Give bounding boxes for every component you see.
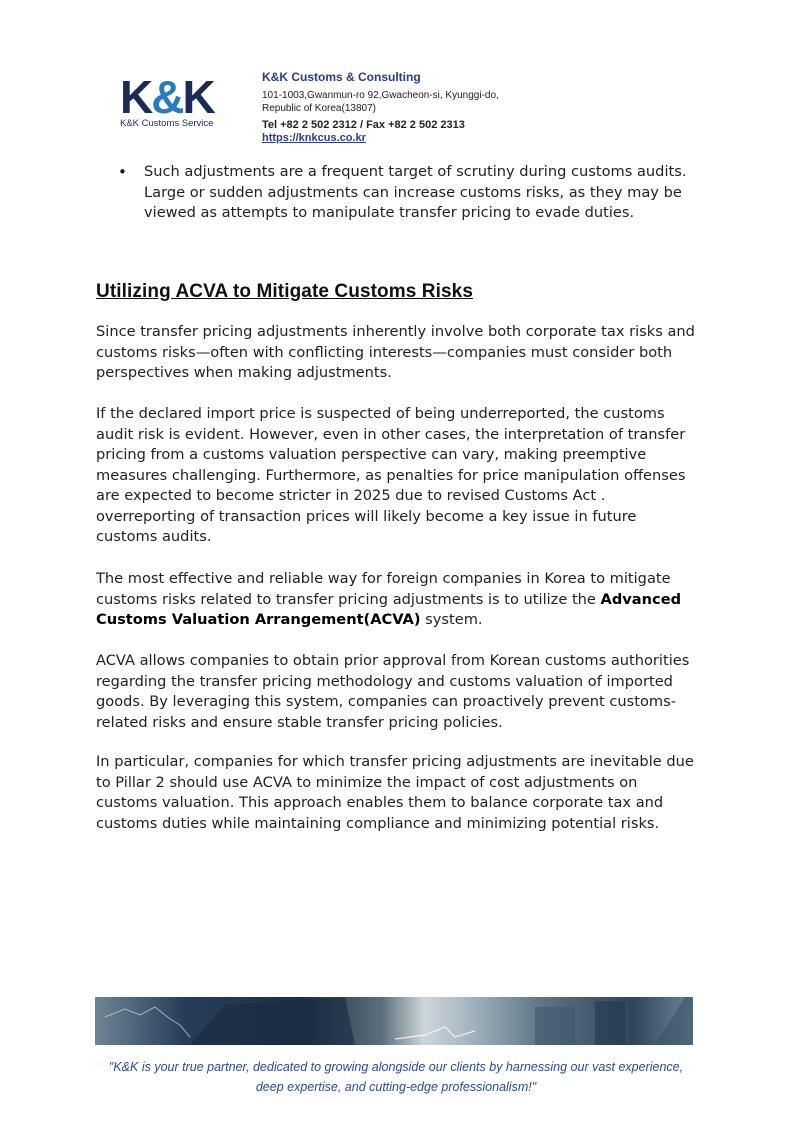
footer-quote (96, 1057, 696, 1097)
address-line-2: Republic of Korea(13807) (262, 103, 376, 114)
acva-term: Advanced Customs Valuation Arrangement(ACVA) (96, 590, 682, 628)
tel-fax: Tel +82 2 502 2312 / Fax +82 2 502 2313 (262, 119, 465, 131)
bullet-marker: • (118, 163, 127, 181)
company-logo (120, 71, 230, 129)
section-heading: Utilizing ACVA to Mitigate Customs Risks (96, 281, 473, 302)
paragraph-2: If the declared import price is suspected of being underreported, the customs audit risk is evident. However, even in other cases, the interpretation of transfer pricing from a customs valuation perspective can vary, making preemptive measures challenging. Furthermore, as penalties for price manipulation offenses are expected to become stricter in 2025 due to revised Customs Act . overreporting of transaction prices will likely become a key issue in future customs audits. (96, 405, 686, 545)
paragraph-1: Since transfer pricing adjustments inherently involve both corporate tax risks and customs risks—often with conflicting interests—companies must consider both perspectives when making adjustments. (96, 323, 695, 381)
address-line-1: 101-1003,Gwanmun-ro 92,Gwacheon-si, Kyunggi-do, (262, 90, 499, 101)
contact-block (262, 70, 499, 145)
paragraph-4: ACVA allows companies to obtain prior approval from Korean customs authorities regarding the transfer pricing methodology and customs valuation of imported goods. By leveraging this system, companies can proactively prevent customs-related risks and ensure stable transfer pricing policies. (96, 652, 690, 731)
company-name: K&K Customs & Consulting (262, 70, 421, 84)
website-link[interactable]: https://knkcus.co.kr (262, 132, 366, 144)
footer-banner-image (95, 997, 693, 1045)
paragraph-3 (96, 569, 700, 631)
paragraph-3-text: The most effective and reliable way for foreign companies in Korea to mitigate customs risks related to transfer pricing adjustments is to utilize the (96, 570, 671, 608)
paragraph-5: In particular, companies for which transfer pricing adjustments are inevitable due to Pillar 2 should use ACVA to minimize the impact of cost adjustments on customs valuation. This approach enables them to balance corporate tax and customs duties while maintaining compliance and minimizing potential risks. (96, 753, 694, 832)
logo-mark: K&K (120, 71, 214, 123)
banner-graphic (95, 997, 693, 1045)
quote-line-2: deep expertise, and cutting-edge professionalism!" (255, 1080, 537, 1094)
bullet-text: Such adjustments are a frequent target of scrutiny during customs audits. Large or sudden adjustments can increase customs risks, as they may be viewed as attempts to manipulate transfer pricing to evade duties. (144, 163, 687, 221)
logo-subtitle: K&K Customs Service (120, 118, 214, 129)
paragraph-3-end: system. (420, 611, 483, 628)
quote-line-1: "K&K is your true partner, dedicated to growing alongside our clients by harnessing our vast experience, (108, 1060, 684, 1074)
